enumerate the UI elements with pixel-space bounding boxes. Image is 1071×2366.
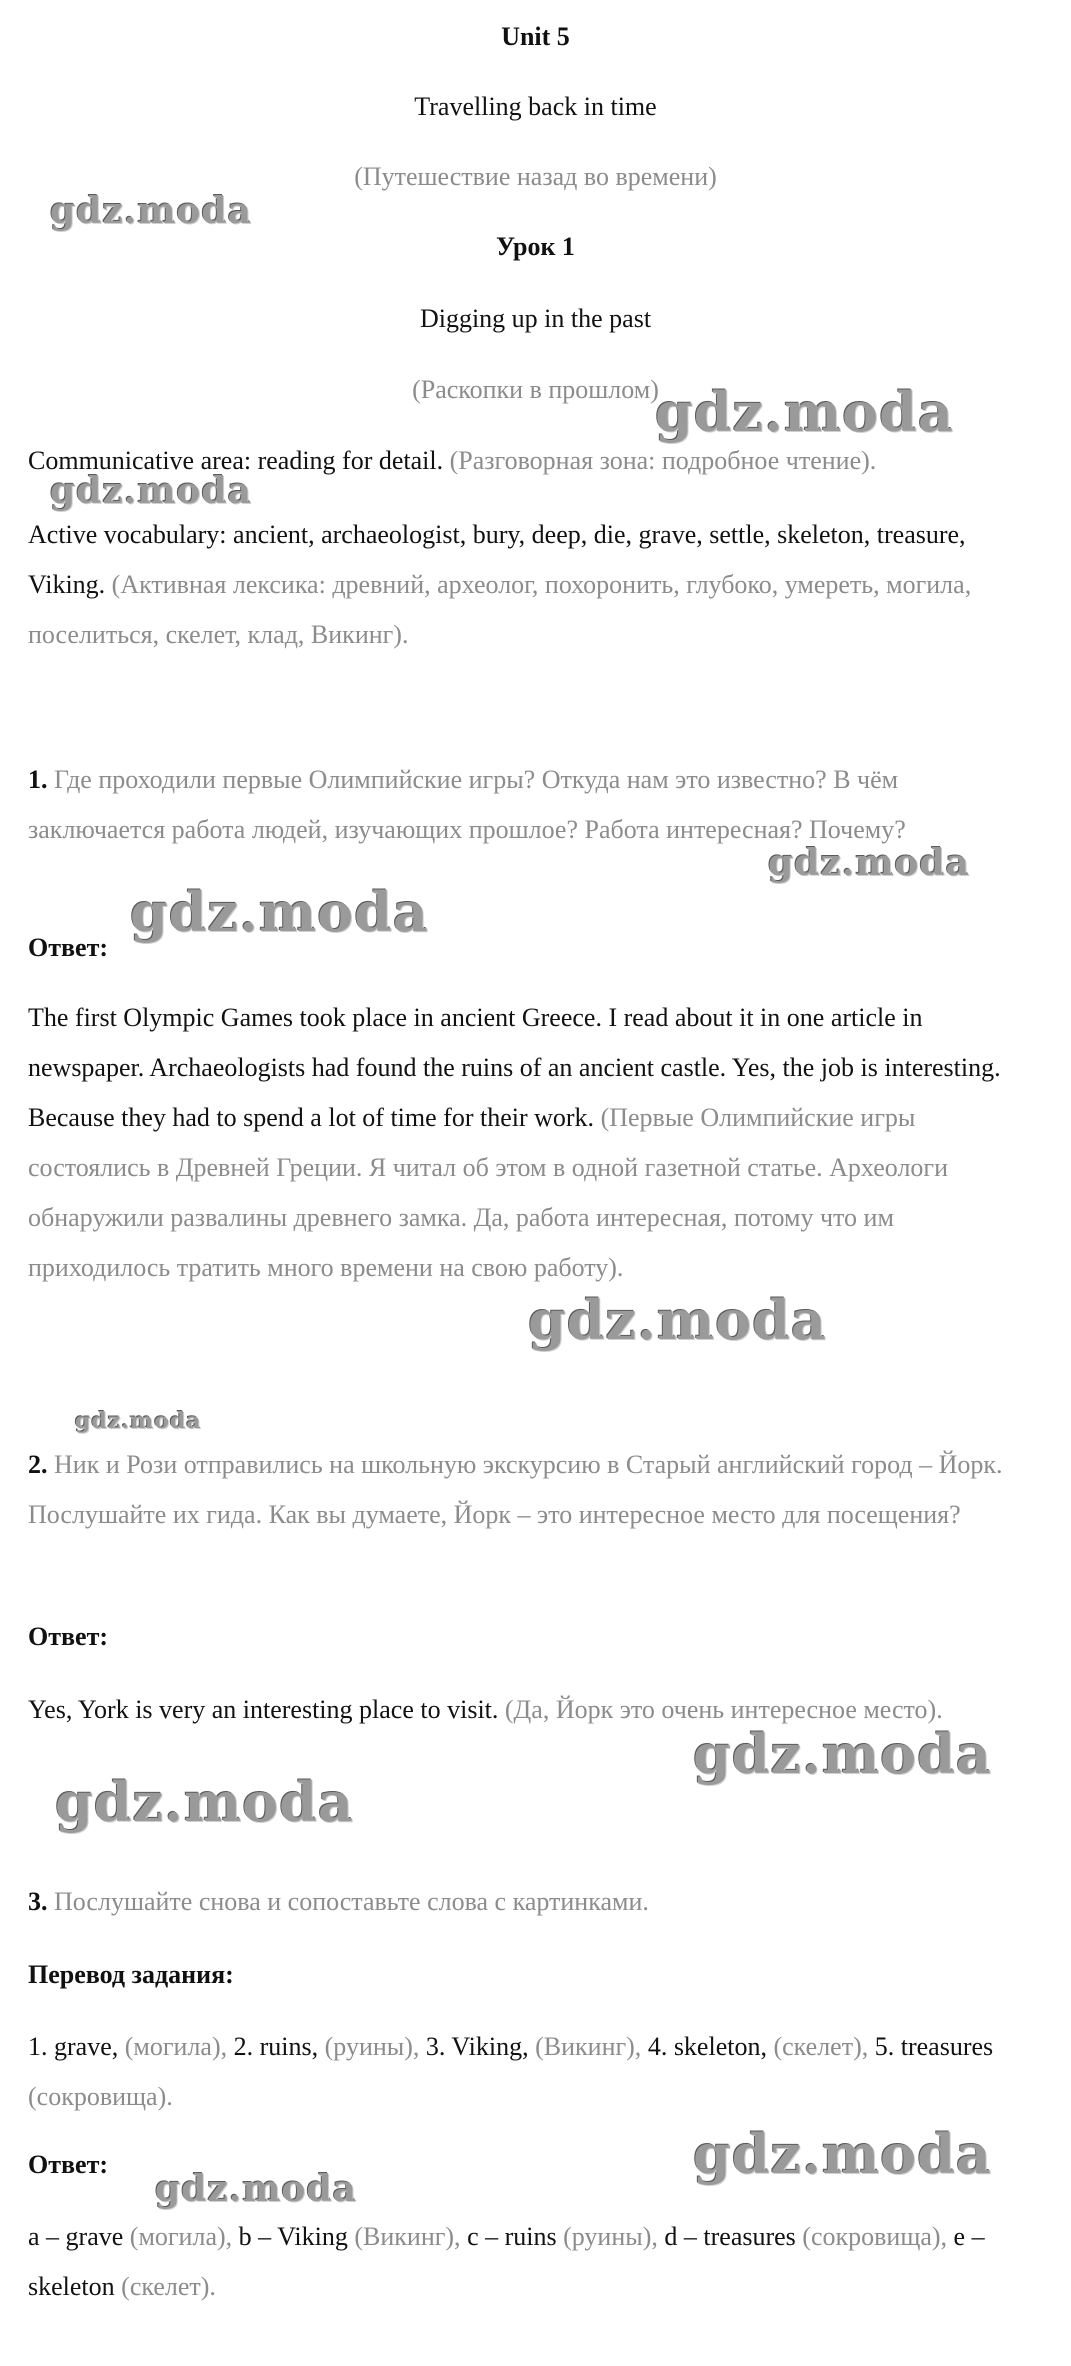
communicative-area-ru: (Разговорная зона: подробное чтение). [449,446,877,475]
answer-item: d – treasures (сокровища), [664,2222,948,2251]
unit-title: Travelling back in time [414,92,657,121]
watermark: gdz.moda [155,2168,357,2210]
exercise-2-answer-label: Ответ: [28,1622,109,1651]
translation-item: 3. Viking, (Викинг), [425,2032,642,2061]
watermark: gdz.moda [55,1770,354,1834]
unit-title-translation: (Путешествие назад во времени) [354,162,717,191]
lesson-heading: Урок 1 [496,232,575,261]
active-vocabulary-en: Active vocabulary: ancient, archaeologist, bury, deep, die, grave, settle, skeleton, treasure, Viking. [28,520,966,599]
exercise-1-answer-ru: (Первые Олимпийские игры состоялись в Древней Греции. Я читал об этом в одной газетной статье. Археологи обнаружили развалины древнего замка. Да, работа интересная, потому что им приходилось тратить много времени на свою работу). [28,1103,949,1282]
exercise-2-text: Ник и Рози отправились на школьную экскурсию в Старый английский город – Йорк. Послушайте их гида. Как вы думаете, Йорк – это интересное место для посещения? [28,1450,1003,1529]
exercise-3-task [28,1877,1038,1927]
exercise-1-answer-label: Ответ: [28,933,109,962]
watermark: gdz.moda [75,1408,202,1434]
answer-item: e – skeleton (скелет). [28,2222,985,2301]
exercise-1-task [28,755,1038,855]
exercise-3-translation [28,2022,1038,2122]
answer-item: c – ruins (руины), [467,2222,658,2251]
exercise-2-number: 2. [28,1450,48,1479]
exercise-1-number: 1. [28,765,48,794]
lesson-title: Digging up in the past [419,304,652,333]
exercise-1-answer [28,993,1038,1293]
watermark: gdz.moda [50,190,252,232]
watermark: gdz.moda [528,1288,827,1352]
exercise-1-answer-en: The first Olympic Games took place in ancient Greece. I read about it in one article in newspaper. Archaeologists had found the ruins of an ancient castle. Yes, the job is interesting. Because they had to spend a lot of time for their work. [28,1003,1001,1132]
watermark: gdz.moda [693,2122,992,2186]
translation-item: 4. skeleton, (скелет), [647,2032,869,2061]
active-vocabulary [28,510,1038,660]
translation-item: 5. treasures (сокровища). [28,2032,994,2111]
exercise-1-text: Где проходили первые Олимпийские игры? Откуда нам это известно? В чём заключается работа людей, изучающих прошлое? Работа интересная? Почему? [28,765,906,844]
exercise-3-number: 3. [28,1887,48,1916]
communicative-area-en: Communicative area: reading for detail. [28,446,444,475]
watermark: gdz.moda [768,842,970,884]
translation-item: 1. grave, (могила), [28,2032,228,2061]
exercise-3-answer [28,2212,1038,2312]
exercise-3-answer-label: Ответ: [28,2150,109,2179]
exercise-2-answer-ru: (Да, Йорк это очень интересное место). [504,1695,943,1724]
exercise-3-text: Послушайте снова и сопоставьте слова с картинками. [54,1887,649,1916]
watermark: gdz.moda [693,1722,992,1786]
exercise-2-answer-en: Yes, York is very an interesting place to visit. [28,1695,499,1724]
watermark: gdz.moda [655,380,954,444]
watermark: gdz.moda [130,880,429,944]
watermark: gdz.moda [50,470,252,512]
answer-item: a – grave (могила), [28,2222,233,2251]
exercise-3-translation-label: Перевод задания: [28,1960,234,1989]
active-vocabulary-ru: (Активная лексика: древний, археолог, похоронить, глубоко, умереть, могила, поселиться, скелет, клад, Викинг). [28,570,972,649]
lesson-title-translation: (Раскопки в прошлом) [412,375,659,404]
translation-item: 2. ruins, (руины), [233,2032,420,2061]
exercise-2-task [28,1440,1038,1540]
unit-heading: Unit 5 [501,22,570,51]
answer-item: b – Viking (Викинг), [238,2222,461,2251]
